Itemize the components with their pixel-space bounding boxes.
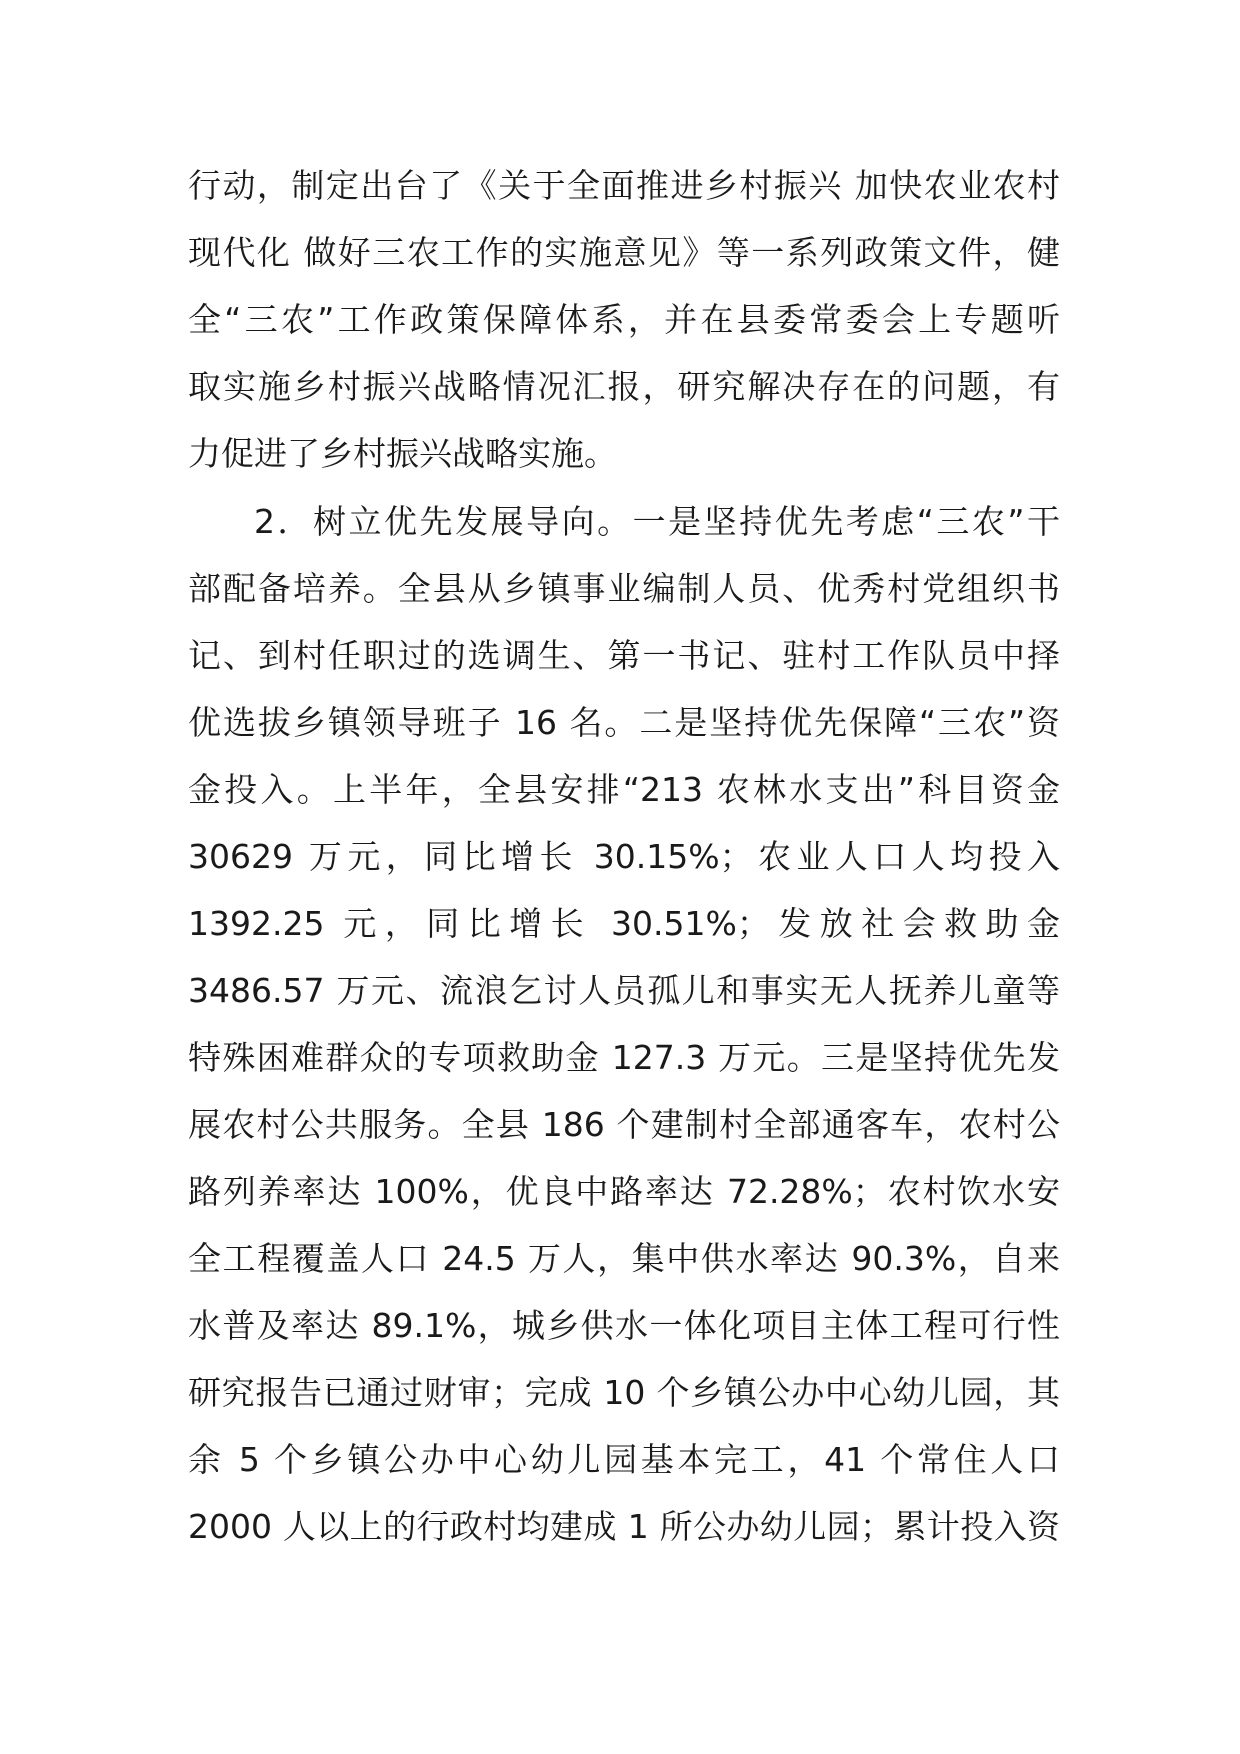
paragraph-line: 力促进了乡村振兴战略实施。	[188, 434, 617, 473]
paragraph-line: 路列养率达 100%，优良中路率达 72.28%；农村饮水安	[188, 1172, 1060, 1211]
paragraph-line: 全工程覆盖人口 24.5 万人，集中供水率达 90.3%，自来	[188, 1239, 1060, 1278]
paragraph-2	[188, 488, 1060, 1560]
paragraph-line: 特殊困难群众的专项救助金 127.3 万元。三是坚持优先发	[188, 1038, 1060, 1077]
paragraph-line: 研究报告已通过财审；完成 10 个乡镇公办中心幼儿园，其	[188, 1373, 1060, 1412]
paragraph-line: 全“三农”工作政策保障体系，并在县委常委会上专题听	[188, 300, 1060, 339]
paragraph-line: 水普及率达 89.1%，城乡供水一体化项目主体工程可行性	[188, 1306, 1060, 1345]
paragraph-line: 取实施乡村振兴战略情况汇报，研究解决存在的问题，有	[188, 367, 1060, 406]
paragraph-line: 30629 万元，同比增长 30.15%；农业人口人均投入	[188, 837, 1060, 876]
paragraph-line: 余 5 个乡镇公办中心幼儿园基本完工，41 个常住人口	[188, 1440, 1060, 1479]
paragraph-line: 2000 人以上的行政村均建成 1 所公办幼儿园；累计投入资	[188, 1507, 1060, 1546]
paragraph-line: 3486.57 万元、流浪乞讨人员孤儿和事实无人抚养儿童等	[188, 971, 1060, 1010]
paragraph-line: 2．树立优先发展导向。一是坚持优先考虑“三农”干	[254, 502, 1060, 541]
paragraph-1	[188, 152, 1060, 487]
paragraph-line: 1392.25 元，同比增长 30.51%；发放社会救助金	[188, 904, 1060, 943]
paragraph-line: 记、到村任职过的选调生、第一书记、驻村工作队员中择	[188, 636, 1060, 675]
paragraph-line: 行动，制定出台了《关于全面推进乡村振兴 加快农业农村	[188, 166, 1060, 205]
paragraph-line: 优选拔乡镇领导班子 16 名。二是坚持优先保障“三农”资	[188, 703, 1060, 742]
paragraph-line: 展农村公共服务。全县 186 个建制村全部通客车，农村公	[188, 1105, 1060, 1144]
paragraph-line: 部配备培养。全县从乡镇事业编制人员、优秀村党组织书	[188, 569, 1060, 608]
paragraph-line: 金投入。上半年，全县安排“213 农林水支出”科目资金	[188, 770, 1060, 809]
paragraph-line: 现代化 做好三农工作的实施意见》等一系列政策文件，健	[188, 233, 1060, 272]
